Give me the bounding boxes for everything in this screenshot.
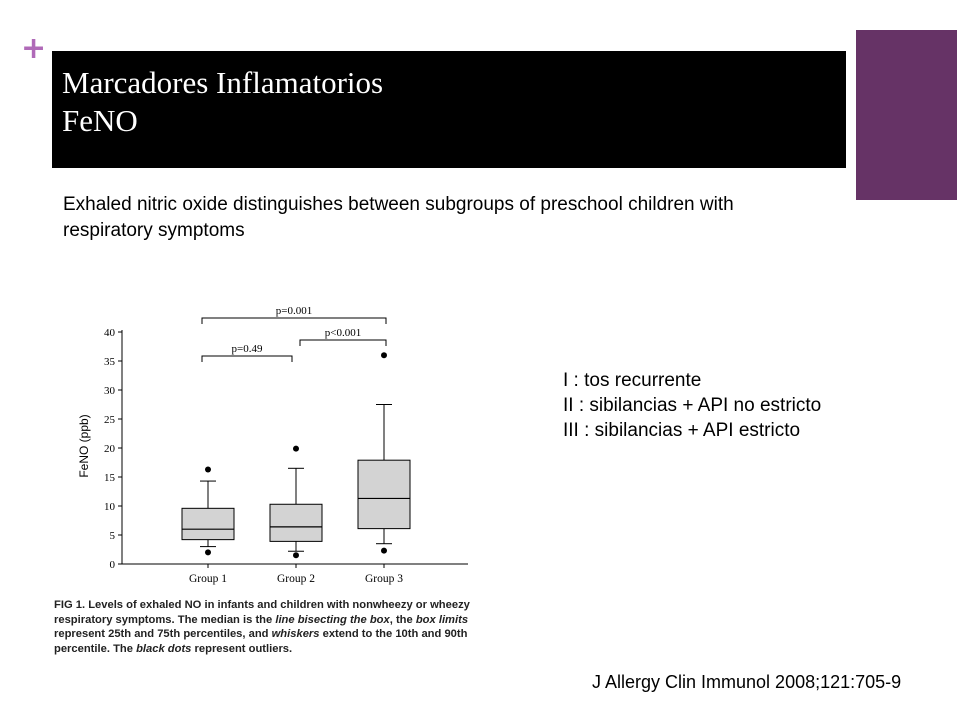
y-tick-label: 25 bbox=[104, 414, 115, 426]
caption-median-term: line bisecting the box bbox=[275, 613, 390, 626]
y-tick-label: 30 bbox=[104, 385, 115, 397]
significance-bracket bbox=[202, 305, 386, 324]
caption-text-1: Levels of exhaled NO in infants and children with nonwheezy or wheezy respiratory symptoms. The median is the bbox=[54, 599, 470, 626]
x-tick-label: Group 3 bbox=[364, 573, 404, 585]
outlier-dot bbox=[293, 552, 299, 558]
outlier-dot bbox=[381, 352, 387, 358]
caption-box-term: box limits bbox=[415, 613, 469, 626]
outlier-dot bbox=[205, 466, 211, 472]
slide-title: Marcadores Inflamatorios bbox=[62, 65, 384, 100]
box-1 bbox=[182, 466, 234, 555]
y-tick-label: 5 bbox=[109, 530, 115, 542]
chart-axes bbox=[104, 327, 468, 585]
y-tick-label: 40 bbox=[104, 327, 115, 339]
caption-label: FIG 1. bbox=[54, 599, 86, 611]
bracket-line bbox=[202, 318, 386, 324]
caption-text-5: represent outliers. bbox=[191, 642, 293, 655]
x-tick-label: Group 2 bbox=[276, 573, 316, 585]
caption-text-3: represent 25th and 75th percentiles, and bbox=[54, 628, 272, 640]
significance-bracket bbox=[300, 327, 386, 346]
iqr-box bbox=[182, 508, 234, 539]
plus-icon: + bbox=[21, 31, 47, 66]
y-tick-label: 35 bbox=[104, 356, 115, 368]
caption-dot-term: black dots bbox=[136, 642, 192, 655]
outlier-dot bbox=[381, 548, 387, 554]
chart-boxes bbox=[182, 352, 410, 558]
x-tick-label: Group 1 bbox=[188, 573, 228, 585]
p-value-label: p=0.001 bbox=[275, 305, 313, 317]
outlier-dot bbox=[293, 446, 299, 452]
bracket-line bbox=[202, 356, 292, 362]
slide-subtitle: Exhaled nitric oxide distinguishes between subgroups of preschool children with respiratory symptoms bbox=[63, 194, 734, 241]
legend-item-group-2: II : sibilancias + API no estricto bbox=[563, 395, 822, 416]
caption-text-2: , the bbox=[389, 613, 416, 626]
y-tick-label: 15 bbox=[104, 472, 115, 484]
bracket-line bbox=[300, 340, 386, 346]
title-bar bbox=[52, 51, 846, 168]
legend-item-group-3: III : sibilancias + API estricto bbox=[563, 420, 801, 441]
caption-whisker-term: whiskers bbox=[271, 628, 320, 640]
y-tick-label: 10 bbox=[104, 501, 115, 513]
p-value-label: p<0.001 bbox=[324, 327, 362, 339]
p-value-label: p=0.49 bbox=[231, 343, 263, 355]
significance-bracket bbox=[202, 343, 292, 362]
y-tick-label: 0 bbox=[109, 559, 115, 571]
figure-caption bbox=[54, 598, 504, 656]
box-3 bbox=[358, 352, 410, 553]
slide-title-subtopic: FeNO bbox=[62, 103, 138, 138]
feno-boxplot-chart bbox=[72, 298, 512, 593]
box-2 bbox=[270, 446, 322, 559]
outlier-dot bbox=[205, 549, 211, 555]
y-tick-label: 20 bbox=[104, 443, 115, 455]
y-axis-label: FeNO (ppb) bbox=[77, 414, 91, 478]
group-legend bbox=[563, 368, 821, 443]
caption-text-4: extend to the 10th and 90th percentile. The bbox=[54, 628, 468, 655]
citation: J Allergy Clin Immunol 2008;121:705-9 bbox=[592, 672, 902, 692]
legend-item-group-1: I : tos recurrente bbox=[563, 370, 702, 391]
accent-block bbox=[856, 30, 957, 200]
iqr-box bbox=[270, 504, 322, 541]
iqr-box bbox=[358, 460, 410, 528]
chart-brackets bbox=[202, 305, 386, 362]
